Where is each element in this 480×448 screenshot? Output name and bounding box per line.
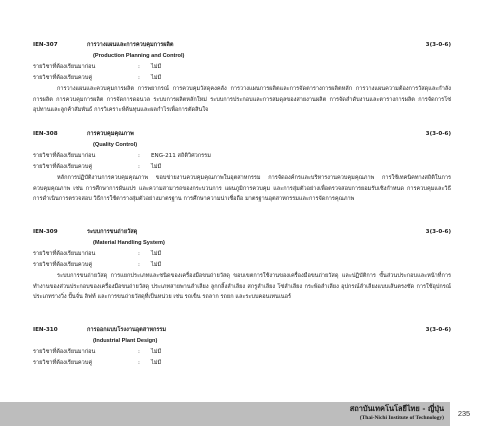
- colon: :: [138, 251, 140, 257]
- course-title-en: (Production Planning and Control): [93, 53, 185, 59]
- course-title-en-row: [33, 238, 451, 249]
- page-number: 235: [457, 409, 471, 418]
- course-code: IEN-309: [33, 229, 58, 235]
- course-header: [33, 325, 451, 336]
- prerequisite-row: [33, 347, 451, 358]
- institute-name-th: สถาบันเทคโนโลยีไทย - ญี่ปุ่น: [349, 404, 444, 413]
- course-ien-309: [33, 227, 451, 303]
- colon: :: [138, 75, 140, 81]
- prerequisite-row: [33, 62, 451, 73]
- prerequisite-value: ENG-211 สถิติวิศวกรรม: [151, 153, 211, 159]
- prerequisite-row: [33, 151, 451, 162]
- prerequisite-value: ไม่มี: [151, 64, 162, 70]
- corequisite-label: รายวิชาที่ต้องเรียนควบคู่: [33, 164, 93, 170]
- colon: :: [138, 262, 140, 268]
- course-title-en: (Industrial Plant Design): [93, 338, 158, 344]
- corequisite-row: [33, 260, 451, 271]
- institute-name-en: (Thai-Nichi Institute of Technology): [359, 415, 444, 421]
- course-header: [33, 227, 451, 238]
- course-title-en: (Material Handling System): [93, 240, 165, 246]
- prerequisite-label: รายวิชาที่ต้องเรียนมาก่อน: [33, 64, 96, 70]
- prerequisite-row: [33, 249, 451, 260]
- prerequisite-label: รายวิชาที่ต้องเรียนมาก่อน: [33, 349, 96, 355]
- course-credits: 3(3-0-6): [425, 42, 451, 48]
- prerequisite-value: ไม่มี: [151, 251, 162, 257]
- course-description: หลักการปฏิบัติงานการควบคุมคุณภาพ ขอบข่ายงานควบคุมคุณภาพในอุตสาหกรรม การจัดองค์กรและบริหารงานควบคุมคุณภาพ การใช้เทคนิคทางสถิติในการควบคุมคุณภาพ เช่น การศึกษาการผันแปร และความสามารถของกระบวนการ แผนภูมิการควบคุม และการสุ่มตัวอย่างเพื่อตรวจสอบการยอมรับเชิงกำหนด การควบคุมและวิธีการดำเนินการตรวจสอบ วิธีการใช้ตารางสุ่มตัวอย่างมาตรฐาน การศึกษาความน่าเชื่อถือ มาตรฐานอุตสาหกรรมและการจัดการคุณภาพ: [33, 175, 451, 202]
- prerequisite-label: รายวิชาที่ต้องเรียนมาก่อน: [33, 251, 96, 257]
- prerequisite-label: รายวิชาที่ต้องเรียนมาก่อน: [33, 153, 96, 159]
- course-code: IEN-310: [33, 327, 58, 333]
- course-title-th: ระบบการขนถ่ายวัสดุ: [87, 229, 138, 235]
- prerequisite-value: ไม่มี: [151, 349, 162, 355]
- course-ien-310: [33, 325, 451, 369]
- course-title-en-row: [33, 336, 451, 347]
- course-description: ระบบการขนถ่ายวัสดุ การแยกประเภทและชนิดของเครื่องมือขนถ่ายวัสดุ ขอบเขตการใช้งานของเครื่องมือขนถ่ายวัสดุ และปฏิบัติการ ขั้นส่วนประกอบและหน้าที่การทำงานของส่วนประกอบของเครื่องมือขนถ่ายวัสดุ ประเภทสายพานลำเลียง ลูกกลิ้งลำเลียง สกรูลำเลียง โซ่ลำเลียง กระพ้อลำเลียง อุปกรณ์ลำเลียงแบบเส้นตรงชัด การใช้อุปกรณ์ประเภทรางวิ่ง ปั้นจั่น ลิฟท์ และการขนถ่ายวัสดุที่เป็นหน่วย เช่น รถเข็น รถลาก รถยก และระบบคอนเทนเนอร์: [33, 273, 451, 300]
- course-code: IEN-308: [33, 131, 58, 137]
- corequisite-row: [33, 162, 451, 173]
- colon: :: [138, 360, 140, 366]
- course-title-en-row: [33, 140, 451, 151]
- corequisite-value: ไม่มี: [151, 75, 162, 81]
- corequisite-row: [33, 73, 451, 84]
- corequisite-label: รายวิชาที่ต้องเรียนควบคู่: [33, 262, 93, 268]
- course-title-th: การควบคุมคุณภาพ: [87, 131, 134, 137]
- corequisite-value: ไม่มี: [151, 360, 162, 366]
- colon: :: [138, 153, 140, 159]
- course-ien-307: [33, 40, 451, 116]
- course-ien-308: [33, 129, 451, 205]
- course-title-th: การออกแบบโรงงานอุตสาหกรรม: [87, 327, 167, 333]
- corequisite-value: ไม่มี: [151, 262, 162, 268]
- corequisite-label: รายวิชาที่ต้องเรียนควบคู่: [33, 360, 93, 366]
- course-title-en: (Quality Control): [93, 142, 138, 148]
- course-title-en-row: [33, 51, 451, 62]
- course-code: IEN-307: [33, 42, 58, 48]
- colon: :: [138, 164, 140, 170]
- corequisite-label: รายวิชาที่ต้องเรียนควบคู่: [33, 75, 93, 81]
- course-description: การวางแผนและควบคุมการผลิต การพยากรณ์ การควบคุมวัสดุคงคลัง การวางแผนการผลิตและการจัดตารางการผลิตหลัก การวางแผนความต้องการวัสดุและกำลังการผลิต การควบคุมการผลิต การจัดการดอนวล ระบบการผลิตหลักใหม่ ระบบการประกอบและการสมดุลของสายงานผลิต การจัดลำดับงานและตารางการผลิต การจัดการโซ่อุปทานและลูกค้าสัมพันธ์ การวิเคราะห์ต้นทุนและผลกำไรเพื่อการตัดสินใจ: [33, 86, 451, 113]
- course-credits: 3(3-0-6): [425, 131, 451, 137]
- corequisite-row: [33, 358, 451, 369]
- corequisite-value: ไม่มี: [151, 164, 162, 170]
- course-header: [33, 40, 451, 51]
- colon: :: [138, 349, 140, 355]
- footer-institute: [350, 404, 444, 423]
- colon: :: [138, 64, 140, 70]
- course-credits: 3(3-0-6): [425, 327, 451, 333]
- course-credits: 3(3-0-6): [425, 229, 451, 235]
- course-title-th: การวางแผนและการควบคุมการผลิต: [87, 42, 174, 48]
- course-header: [33, 129, 451, 140]
- footer-band: [0, 402, 450, 426]
